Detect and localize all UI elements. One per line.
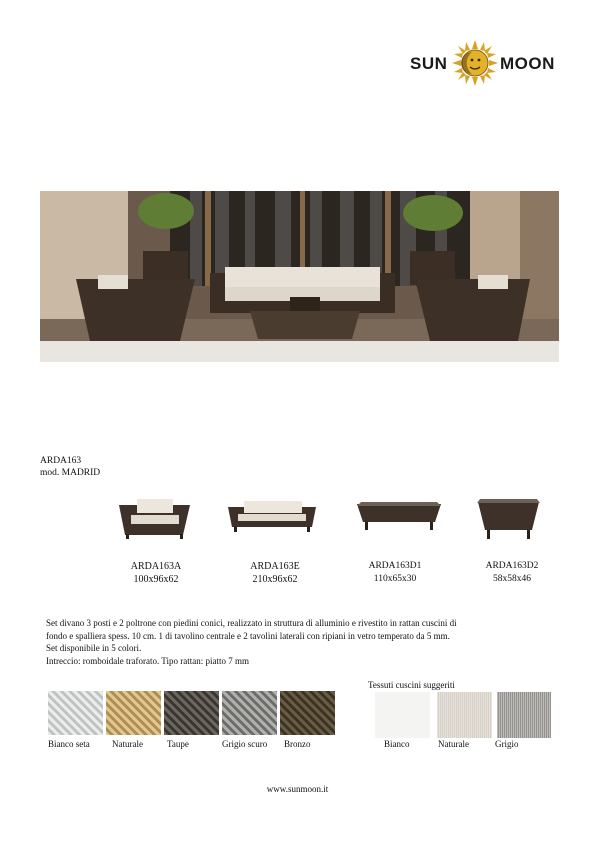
swatch-bronzo [280, 691, 335, 735]
description-line: Set divano 3 posti e 2 poltrone con piedini conici, realizzato in struttura di alluminio e rivestito in rattan cuscini di [46, 618, 457, 628]
swatch-grigio-scuro [222, 691, 277, 735]
coffee-table-thumbnail [355, 500, 443, 532]
item-code: ARDA163A [130, 561, 182, 572]
sofa-thumbnail [228, 497, 316, 533]
description-line: fondo e spalliera spess. 10 cm. 1 di tavolino centrale e 2 tavolini laterali con ripiani in vetro temperato da 5 mm. [46, 630, 450, 641]
swatch-label: Naturale [112, 739, 143, 749]
fabric-swatch-grigio [497, 692, 551, 738]
swatch-label: Bronzo [284, 739, 311, 749]
swatch-taupe [164, 691, 219, 735]
footer-website-link[interactable]: www.sunmoon.it [266, 784, 329, 794]
product-item [220, 560, 330, 586]
logo-right-word: MOON [500, 54, 555, 73]
product-model: mod. MADRID [40, 468, 101, 478]
swatch-label: Bianco seta [48, 739, 90, 749]
side-table-thumbnail [476, 496, 541, 541]
description-line: Intreccio: romboidale traforato. Tipo rattan: piatto 7 mm [46, 655, 249, 666]
fabric-swatch-naturale [437, 692, 492, 738]
item-size: 58x58x46 [493, 574, 531, 584]
fabric-label: Grigio [495, 739, 519, 749]
swatch-label: Grigio scuro [222, 739, 268, 749]
product-item [101, 560, 211, 586]
hero-photo [40, 191, 559, 362]
item-size: 210x96x62 [252, 574, 298, 585]
item-code: ARDA163D2 [485, 561, 539, 571]
swatch-bianco-seta [48, 691, 103, 735]
product-code: ARDA163 [40, 456, 82, 466]
brand-logo [410, 40, 555, 88]
product-item [340, 560, 450, 586]
item-size: 110x65x30 [373, 574, 417, 584]
fabric-label: Naturale [438, 739, 469, 749]
sun-moon-icon [452, 40, 498, 86]
product-item [457, 560, 567, 586]
item-size: 100x96x62 [133, 574, 179, 585]
swatch-label: Taupe [167, 739, 189, 749]
item-code: ARDA163D1 [368, 561, 422, 571]
logo-left-word: SUN [410, 54, 448, 73]
swatch-naturale [106, 691, 161, 735]
fabric-swatch-bianco [375, 692, 430, 738]
fabric-label: Bianco [384, 739, 410, 749]
fabrics-title: Tessuti cuscini suggeriti [368, 680, 455, 690]
product-description [46, 617, 556, 667]
description-line: Set disponibile in 5 colori. [46, 643, 142, 653]
item-code: ARDA163E [250, 561, 300, 572]
product-heading [40, 455, 100, 479]
armchair-thumbnail [117, 495, 192, 540]
